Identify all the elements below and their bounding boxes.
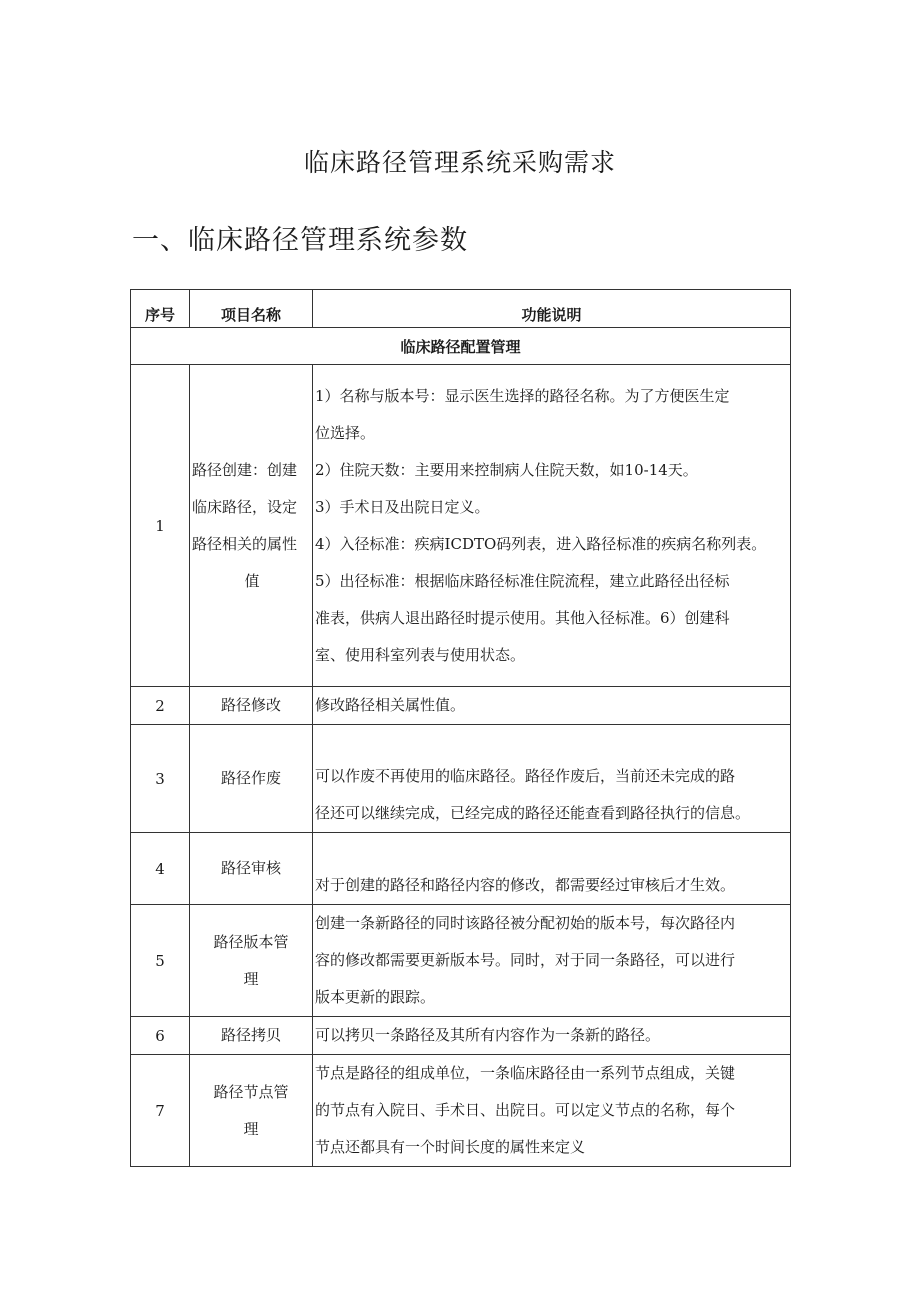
item-name-line: 路径修改 [220, 696, 281, 714]
description-line: 2）住院天数：主要用来控制病人住院天数，如10-14天。 [315, 460, 698, 479]
table-row [131, 725, 791, 833]
row-number: 4 [131, 833, 190, 905]
row-number: 3 [131, 725, 190, 833]
item-name-line: 路径审核 [220, 859, 281, 877]
row-number: 5 [131, 905, 190, 1017]
description-line: 3）手术日及出院日定义。 [315, 497, 490, 516]
item-name-cell [190, 365, 313, 687]
item-name-line: 理 [243, 969, 259, 988]
table-row [131, 1055, 791, 1167]
document-title: 临床路径管理系统采购需求 [303, 148, 616, 177]
description-cell [313, 687, 791, 725]
header-description: 功能说明 [313, 290, 791, 328]
description-line: 修改路径相关属性值。 [315, 696, 466, 714]
row-number: 7 [131, 1055, 190, 1167]
item-name-cell [190, 833, 313, 905]
item-name-cell [190, 1017, 313, 1055]
item-name-cell [190, 687, 313, 725]
item-name-line: 临床路径，设定 [192, 497, 298, 516]
table-row [131, 687, 791, 725]
header-item-name: 项目名称 [190, 290, 313, 328]
description-cell [313, 833, 791, 905]
requirements-table [130, 289, 791, 1167]
description-line: 节点还都具有一个时间长度的属性来定义 [315, 1138, 586, 1156]
table-header-row [131, 290, 791, 328]
table-row [131, 833, 791, 905]
description-cell [313, 725, 791, 833]
table-row [131, 1017, 791, 1055]
item-name-cell [190, 905, 313, 1017]
description-line: 径还可以继续完成，已经完成的路径还能查看到路径执行的信息。 [315, 804, 751, 822]
description-cell [313, 1055, 791, 1167]
description-line: 5）出径标准：根据临床路径标准住院流程，建立此路径出径标 [315, 571, 730, 590]
description-line: 可以作废不再使用的临床路径。路径作废后，当前还未完成的路 [315, 767, 736, 785]
section-row [131, 328, 791, 365]
table-row [131, 905, 791, 1017]
description-line: 位选择。 [315, 423, 376, 442]
item-name-cell [190, 725, 313, 833]
section-row-label: 临床路径配置管理 [131, 328, 791, 365]
description-line: 1）名称与版本号：显示医生选择的路径名称。为了方便医生定 [315, 386, 730, 405]
row-number: 2 [131, 687, 190, 725]
description-line: 的节点有入院日、手术日、出院日。可以定义节点的名称，每个 [315, 1101, 736, 1119]
item-name-line: 路径节点管 [213, 1082, 289, 1101]
description-line: 对于创建的路径和路径内容的修改，都需要经过审核后才生效。 [315, 876, 736, 894]
item-name-line: 路径创建：创建 [192, 460, 298, 479]
description-line: 准表，供病人退出路径时提示使用。其他入径标准。6）创建科 [315, 608, 730, 627]
description-cell [313, 365, 791, 687]
description-line: 容的修改都需要更新版本号。同时，对于同一条路径，可以进行 [315, 951, 736, 969]
description-line: 节点是路径的组成单位，一条临床路径由一系列节点组成，关键 [315, 1064, 736, 1082]
item-name-line: 路径版本管 [213, 932, 289, 951]
header-no: 序号 [131, 290, 190, 328]
item-name-cell [190, 1055, 313, 1167]
description-line: 室、使用科室列表与使用状态。 [315, 645, 526, 664]
description-line: 版本更新的跟踪。 [315, 988, 436, 1006]
section-heading: 一、临床路径管理系统参数 [132, 225, 468, 256]
table-row [131, 365, 791, 687]
item-name-line: 路径相关的属性 [192, 534, 298, 553]
item-name-line: 值 [244, 571, 260, 590]
item-name-line: 理 [243, 1119, 259, 1138]
item-name-line: 路径拷贝 [220, 1026, 281, 1044]
description-line: 创建一条新路径的同时该路径被分配初始的版本号，每次路径内 [315, 914, 736, 932]
description-cell [313, 1017, 791, 1055]
row-number: 1 [131, 365, 190, 687]
description-cell [313, 905, 791, 1017]
description-line: 可以拷贝一条路径及其所有内容作为一条新的路径。 [315, 1026, 661, 1044]
description-line: 4）入径标准：疾病ICDTO码列表，进入路径标准的疾病名称列表。 [315, 534, 767, 553]
row-number: 6 [131, 1017, 190, 1055]
item-name-line: 路径作废 [220, 769, 281, 787]
